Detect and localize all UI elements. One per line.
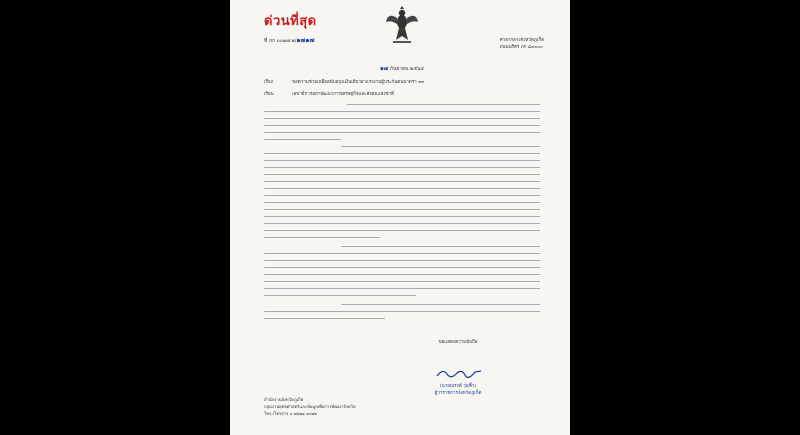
paragraph-1 — [264, 104, 540, 146]
document-number: ที่ ภก ๐๐๑๗.๒/๑๗๑๗ — [264, 36, 315, 44]
footer-contact: สำนักงานจังหวัดภูเก็ต กลุ่มงานยุทธศาสตร์และข้อมูลเพื่อการพัฒนาจังหวัด โทร./โทรสาร ๐ ๗๖๒๑ ๑๐๒๒ — [264, 397, 356, 416]
urgent-stamp: ด่วนที่สุด — [264, 14, 317, 29]
recipient-row: เรียน เลขาธิการสภาพัฒนาการเศรษฐกิจและสังคมแห่งชาติ — [264, 92, 395, 97]
paragraph-4 — [264, 304, 540, 325]
text-line — [264, 188, 540, 189]
closing-text: ขอแสดงความนับถือ — [438, 340, 478, 345]
text-line — [264, 202, 540, 203]
text-line — [264, 153, 540, 154]
text-line — [341, 304, 540, 305]
text-line — [264, 181, 540, 182]
text-line — [264, 216, 540, 217]
signature-icon — [435, 367, 483, 379]
text-line — [264, 274, 540, 275]
text-line — [341, 246, 540, 247]
text-line — [264, 230, 540, 231]
text-line — [264, 195, 540, 196]
letter-page — [230, 0, 570, 435]
garuda-emblem-icon — [384, 6, 420, 46]
paragraph-2 — [264, 146, 540, 244]
text-line — [264, 288, 540, 289]
text-line — [264, 237, 380, 238]
text-line — [264, 132, 540, 133]
text-line — [264, 209, 540, 210]
text-line — [264, 253, 540, 254]
organization-address: ศาลากลางจังหวัดภูเก็ต ถนนนริศร ภก ๘๓๐๐๐ — [499, 38, 544, 50]
document-date: ๑๗ กันยายน ๒๕๖๔ — [380, 65, 425, 72]
text-line — [264, 139, 341, 140]
text-line — [264, 111, 540, 112]
text-line — [264, 118, 540, 119]
text-line — [341, 146, 540, 147]
text-line — [264, 318, 385, 319]
signer-title: ผู้ว่าราชการจังหวัดภูเก็ต — [434, 391, 482, 396]
text-line — [264, 125, 540, 126]
text-line — [264, 223, 540, 224]
signer-name: (นายณรงค์ วุ่นซิ้ว) — [439, 384, 477, 389]
text-line — [264, 174, 540, 175]
text-line — [264, 160, 540, 161]
text-line — [264, 281, 540, 282]
text-line — [264, 267, 540, 268]
text-line — [264, 295, 416, 296]
text-line — [347, 104, 540, 105]
text-line — [264, 167, 540, 168]
text-line — [264, 311, 540, 312]
paragraph-3 — [264, 246, 540, 302]
subject-row: เรื่อง ขอความช่วยเหลือสนับสนุนเงินเยียวยาแรงงานผู้ประกันตนมาตรา ๓๓ — [264, 80, 425, 85]
text-line — [264, 260, 540, 261]
